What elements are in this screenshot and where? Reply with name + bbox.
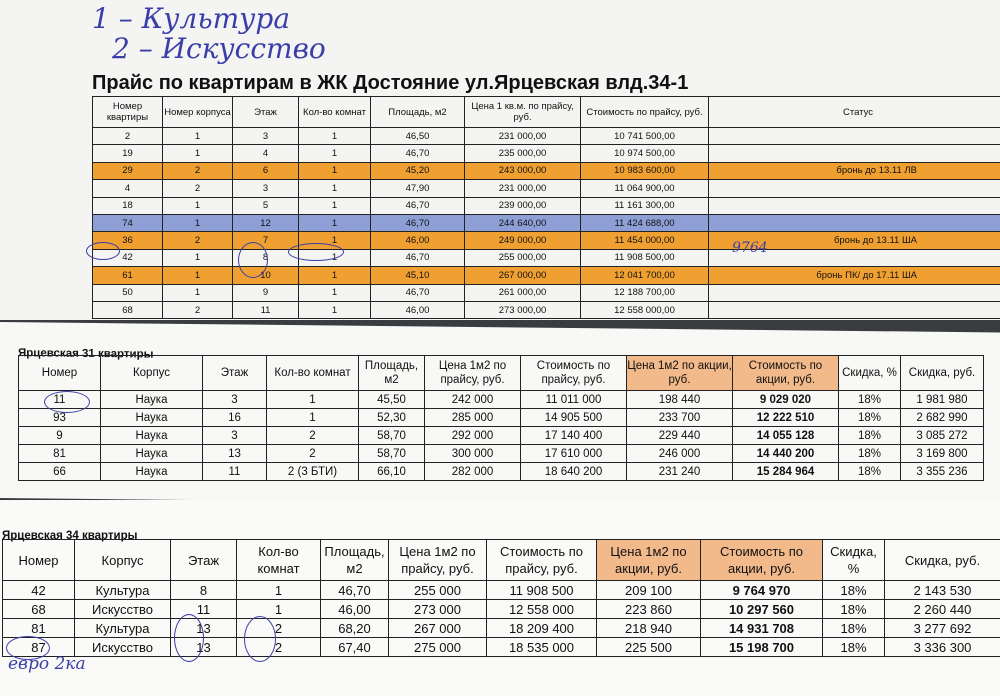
table-cell: 46,70 (371, 197, 465, 214)
table-row (3, 619, 1000, 638)
table-cell: 282 000 (425, 463, 521, 481)
table-cell: 1 (163, 267, 233, 284)
table-cell: 3 (203, 391, 267, 409)
table-cell: 244 640,00 (465, 214, 581, 231)
table-row (3, 600, 1000, 619)
table-cell: 231 240 (627, 463, 733, 481)
price-table-yartsevskaya-31 (18, 355, 984, 481)
table-cell: 10 741 500,00 (581, 128, 709, 145)
table-cell: 2 (163, 162, 233, 179)
table-cell: 10 297 560 (701, 600, 823, 619)
table-cell: 1 (163, 214, 233, 231)
table-cell: 18% (823, 619, 885, 638)
table-cell: 1 (299, 145, 371, 162)
table-cell: 18% (839, 391, 901, 409)
table-row (93, 267, 1000, 284)
table-cell: 12 188 700,00 (581, 284, 709, 301)
column-header: Кол-во комнат (299, 97, 371, 128)
column-header: Стоимость по акции, руб. (733, 356, 839, 391)
table-cell: 1 (267, 391, 359, 409)
circle-mark (174, 614, 204, 662)
table-cell: 14 905 500 (521, 409, 627, 427)
table-cell: 255 000 (389, 581, 487, 600)
column-header: Номер (19, 356, 101, 391)
table-cell: 45,10 (371, 267, 465, 284)
table-cell: 3 355 236 (901, 463, 984, 481)
table-cell: 11 161 300,00 (581, 197, 709, 214)
table-row (93, 214, 1000, 231)
table-cell: 18% (823, 600, 885, 619)
table-cell: 11 (203, 463, 267, 481)
table-cell: 1 (163, 284, 233, 301)
table-cell: 3 (233, 180, 299, 197)
table-cell: 225 500 (597, 638, 701, 657)
table-cell: 2 (93, 128, 163, 145)
table-cell: 2 (163, 180, 233, 197)
table-row (19, 391, 984, 409)
circle-mark (244, 616, 276, 662)
table-cell: 4 (93, 180, 163, 197)
column-header: Кол-во комнат (237, 540, 321, 581)
column-header: Кол-во комнат (267, 356, 359, 391)
table-cell: 292 000 (425, 427, 521, 445)
table-cell (709, 301, 1000, 318)
column-header: Корпус (101, 356, 203, 391)
column-header: Номер квартиры (93, 97, 163, 128)
table-cell: 2 (267, 445, 359, 463)
table-cell: 273 000 (389, 600, 487, 619)
price-table-yartsevskaya-34 (2, 539, 1000, 657)
table-cell: 6 (233, 162, 299, 179)
table-row (3, 581, 1000, 600)
table-cell: 67,40 (321, 638, 389, 657)
column-header: Скидка, % (823, 540, 885, 581)
table-cell: 231 000,00 (465, 180, 581, 197)
table-cell: 1 (299, 128, 371, 145)
table-cell: 8 (233, 249, 299, 266)
table-cell: 81 (3, 619, 75, 638)
table-cell: 14 440 200 (733, 445, 839, 463)
column-header: Этаж (171, 540, 237, 581)
table-cell: 13 (171, 619, 237, 638)
table-cell: 16 (203, 409, 267, 427)
table-cell: 255 000,00 (465, 249, 581, 266)
table-cell: 11 011 000 (521, 391, 627, 409)
table-cell: 209 100 (597, 581, 701, 600)
circle-mark (288, 243, 344, 261)
table-cell: 18 640 200 (521, 463, 627, 481)
table-cell: 14 055 128 (733, 427, 839, 445)
table-cell: 233 700 (627, 409, 733, 427)
section-title: Ярцевская 31 квартиры (18, 347, 154, 361)
table-cell (709, 128, 1000, 145)
table-cell: 46,70 (371, 214, 465, 231)
column-header: Площадь, м2 (359, 356, 425, 391)
price-table-main (92, 96, 1000, 319)
table-cell: 29 (93, 162, 163, 179)
table-cell: 11 908 500,00 (581, 249, 709, 266)
column-header: Цена 1м2 по прайсу, руб. (389, 540, 487, 581)
column-header: Площадь, м2 (321, 540, 389, 581)
price-sheet-1 (0, 0, 1000, 320)
table-cell: 10 (233, 267, 299, 284)
table-cell: 1 (299, 162, 371, 179)
column-header: Номер (3, 540, 75, 581)
table-cell: Наука (101, 391, 203, 409)
table-cell: 81 (19, 445, 101, 463)
table-cell: 1 (163, 249, 233, 266)
table-cell: 68,20 (321, 619, 389, 638)
column-header: Стоимость по прайсу, руб. (581, 97, 709, 128)
page-title: Прайс по квартирам в ЖК Достояние ул.Ярцевская влд.34-1 (92, 72, 689, 94)
table-cell: 249 000,00 (465, 232, 581, 249)
circle-mark (44, 391, 90, 413)
table-cell (709, 180, 1000, 197)
table-cell: 9 (19, 427, 101, 445)
table-cell: 11 064 900,00 (581, 180, 709, 197)
column-header: Площадь, м2 (371, 97, 465, 128)
table-cell: 273 000,00 (465, 301, 581, 318)
table-cell: 267 000 (389, 619, 487, 638)
table-cell: 1 (163, 145, 233, 162)
table-cell: бронь до 13.11 ША (709, 232, 1000, 249)
table-cell (709, 214, 1000, 231)
table-cell: 3 085 272 (901, 427, 984, 445)
table-cell: 18% (839, 445, 901, 463)
column-header: Стоимость по акции, руб. (701, 540, 823, 581)
table-cell: 15 284 964 (733, 463, 839, 481)
table-cell: 47,90 (371, 180, 465, 197)
table-cell: 13 (171, 638, 237, 657)
table-cell: 58,70 (359, 445, 425, 463)
table-cell: 17 140 400 (521, 427, 627, 445)
table-cell: 2 (3 БТИ) (267, 463, 359, 481)
table-cell: 5 (233, 197, 299, 214)
table-row (19, 427, 984, 445)
table-cell: 3 336 300 (885, 638, 1000, 657)
table-cell: 275 000 (389, 638, 487, 657)
table-cell: 1 (299, 180, 371, 197)
table-cell: 66 (19, 463, 101, 481)
table-cell: 18% (823, 638, 885, 657)
table-cell: 2 (163, 301, 233, 318)
column-header: Статус (709, 97, 1000, 128)
table-cell: 3 277 692 (885, 619, 1000, 638)
table-cell: 74 (93, 214, 163, 231)
column-header: Цена 1м2 по акции, руб. (597, 540, 701, 581)
table-cell: 1 (299, 214, 371, 231)
table-cell: 2 (237, 638, 321, 657)
table-cell: 68 (3, 600, 75, 619)
table-cell: 242 000 (425, 391, 521, 409)
table-cell: 18% (839, 463, 901, 481)
table-cell: 36 (93, 232, 163, 249)
table-cell: 11 454 000,00 (581, 232, 709, 249)
table-cell: 2 (267, 427, 359, 445)
table-cell: 10 983 600,00 (581, 162, 709, 179)
column-header: Этаж (203, 356, 267, 391)
table-cell (709, 145, 1000, 162)
table-cell: 66,10 (359, 463, 425, 481)
column-header: Номер корпуса (163, 97, 233, 128)
table-row (93, 180, 1000, 197)
table-cell: 11 (233, 301, 299, 318)
table-cell: 235 000,00 (465, 145, 581, 162)
table-cell: 2 (163, 232, 233, 249)
handwritten-legend-2: 2 – Искусство (112, 32, 326, 65)
table-cell: 231 000,00 (465, 128, 581, 145)
table-cell: 1 (299, 301, 371, 318)
handwritten-legend-1: 1 – Культура (92, 2, 291, 35)
table-cell: 1 (267, 409, 359, 427)
table-cell: 9 764 970 (701, 581, 823, 600)
table-cell: Культура (75, 581, 171, 600)
table-cell: 58,70 (359, 427, 425, 445)
table-cell: 93 (19, 409, 101, 427)
table-cell (709, 197, 1000, 214)
handwritten-note-evro: евро 2ка (8, 654, 86, 674)
column-header: Стоимость по прайсу, руб. (521, 356, 627, 391)
table-cell: 267 000,00 (465, 267, 581, 284)
table-cell: 18 209 400 (487, 619, 597, 638)
table-cell: 229 440 (627, 427, 733, 445)
table-cell: 12 558 000,00 (581, 301, 709, 318)
table-cell: 9 029 020 (733, 391, 839, 409)
table-cell: 1 (299, 284, 371, 301)
table-cell: 243 000,00 (465, 162, 581, 179)
table-cell: 1 (237, 581, 321, 600)
table-cell: 15 198 700 (701, 638, 823, 657)
column-header: Скидка, руб. (901, 356, 984, 391)
table-cell: 68 (93, 301, 163, 318)
table-cell: 46,70 (371, 145, 465, 162)
table-cell: 46,70 (371, 284, 465, 301)
table-cell: 1 (299, 232, 371, 249)
table-cell: 13 (203, 445, 267, 463)
table-cell: Наука (101, 445, 203, 463)
table-cell: 198 440 (627, 391, 733, 409)
table-cell: 1 (163, 197, 233, 214)
table-row (93, 145, 1000, 162)
table-cell: 11 (19, 391, 101, 409)
table-cell: 2 143 530 (885, 581, 1000, 600)
table-cell: 8 (171, 581, 237, 600)
table-cell: 3 (233, 128, 299, 145)
table-cell: 1 (299, 197, 371, 214)
column-header: Цена 1 кв.м. по прайсу, руб. (465, 97, 581, 128)
table-row (93, 301, 1000, 318)
table-cell: 46,00 (371, 232, 465, 249)
table-cell: 46,70 (371, 249, 465, 266)
table-cell: 52,30 (359, 409, 425, 427)
table-cell: 2 260 440 (885, 600, 1000, 619)
table-cell: 3 (203, 427, 267, 445)
table-cell: 1 (299, 267, 371, 284)
table-cell: 2 682 990 (901, 409, 984, 427)
table-cell: Наука (101, 409, 203, 427)
column-header: Стоимость по прайсу, руб. (487, 540, 597, 581)
table-cell: 17 610 000 (521, 445, 627, 463)
table-row (93, 128, 1000, 145)
table-row (19, 445, 984, 463)
table-cell: 1 (237, 600, 321, 619)
table-cell: 42 (93, 249, 163, 266)
column-header: Скидка, % (839, 356, 901, 391)
handwritten-note-9764: 9764 (732, 240, 768, 256)
table-cell: Наука (101, 427, 203, 445)
column-header: Цена 1м2 по прайсу, руб. (425, 356, 521, 391)
table-row (93, 197, 1000, 214)
table-cell: 45,50 (359, 391, 425, 409)
column-header: Скидка, руб. (885, 540, 1000, 581)
table-row (93, 249, 1000, 266)
table-cell: 14 931 708 (701, 619, 823, 638)
table-cell: 11 908 500 (487, 581, 597, 600)
column-header: Корпус (75, 540, 171, 581)
table-cell: 61 (93, 267, 163, 284)
table-cell: 46,00 (321, 600, 389, 619)
circle-mark (238, 242, 268, 278)
table-cell: 9 (233, 284, 299, 301)
table-cell: 1 (299, 249, 371, 266)
table-cell: 246 000 (627, 445, 733, 463)
table-cell: 10 974 500,00 (581, 145, 709, 162)
table-cell (709, 284, 1000, 301)
table-cell: 19 (93, 145, 163, 162)
table-cell: Искусство (75, 638, 171, 657)
table-cell: 3 169 800 (901, 445, 984, 463)
table-cell: 218 940 (597, 619, 701, 638)
table-cell: 2 (237, 619, 321, 638)
table-cell: 239 000,00 (465, 197, 581, 214)
table-row (19, 463, 984, 481)
table-row (93, 232, 1000, 249)
table-cell: 1 (163, 128, 233, 145)
table-cell: Наука (101, 463, 203, 481)
table-cell: бронь ПК/ до 17.11 ША (709, 267, 1000, 284)
table-cell: Искусство (75, 600, 171, 619)
table-cell: 11 (171, 600, 237, 619)
section-title: Ярцевская 34 квартиры (2, 530, 138, 542)
table-cell: 11 424 688,00 (581, 214, 709, 231)
table-cell: 46,70 (321, 581, 389, 600)
table-cell: 50 (93, 284, 163, 301)
table-cell: 87 (3, 638, 75, 657)
table-cell: 7 (233, 232, 299, 249)
table-cell: 300 000 (425, 445, 521, 463)
table-cell: 285 000 (425, 409, 521, 427)
table-cell: 18% (823, 581, 885, 600)
table-cell: 18 535 000 (487, 638, 597, 657)
table-cell: 261 000,00 (465, 284, 581, 301)
table-cell: 12 (233, 214, 299, 231)
table-row (3, 638, 1000, 657)
table-cell: 12 222 510 (733, 409, 839, 427)
table-cell: 223 860 (597, 600, 701, 619)
table-cell: 18 (93, 197, 163, 214)
column-header: Этаж (233, 97, 299, 128)
circle-mark (86, 242, 120, 260)
table-cell: 46,00 (371, 301, 465, 318)
table-cell: 45,20 (371, 162, 465, 179)
table-cell: 18% (839, 409, 901, 427)
table-cell: 12 041 700,00 (581, 267, 709, 284)
table-cell: 4 (233, 145, 299, 162)
table-cell: 42 (3, 581, 75, 600)
column-header: Цена 1м2 по акции, руб. (627, 356, 733, 391)
table-cell: бронь до 13.11 ЛВ (709, 162, 1000, 179)
table-row (93, 162, 1000, 179)
table-row (19, 409, 984, 427)
table-cell: 1 981 980 (901, 391, 984, 409)
table-cell: 18% (839, 427, 901, 445)
table-row (93, 284, 1000, 301)
table-cell: 46,50 (371, 128, 465, 145)
table-cell: Культура (75, 619, 171, 638)
table-cell: 12 558 000 (487, 600, 597, 619)
